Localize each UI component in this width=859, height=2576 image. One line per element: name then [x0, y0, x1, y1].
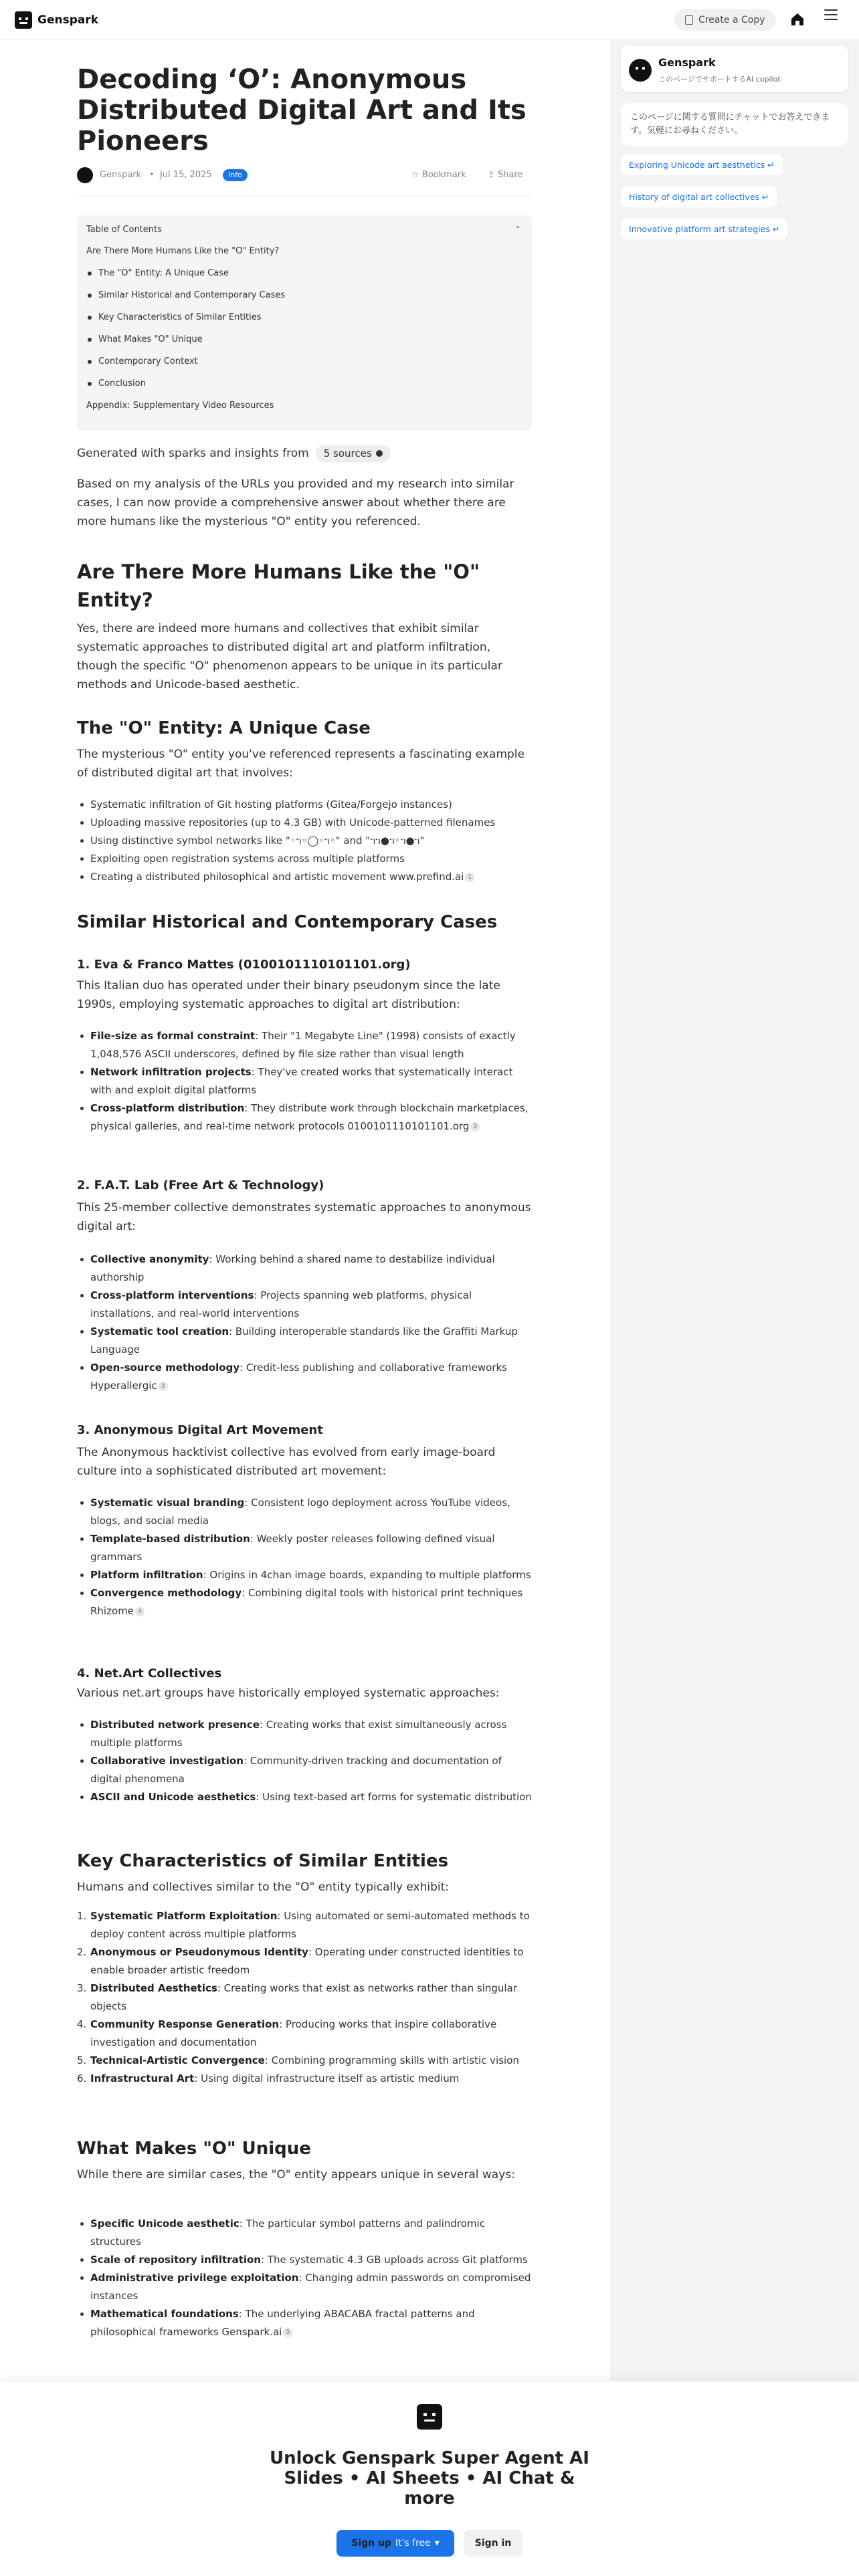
bullet-icon [88, 338, 92, 342]
subheading-netart: 4. Net.Art Collectives [77, 1667, 222, 1681]
list-item-key: Anonymous or Pseudonymous Identity [90, 1946, 308, 1958]
fat-list [90, 1251, 532, 1395]
list-item [77, 2052, 532, 2070]
copilot-greeting: このページに関する質問にチャットでお答えできます。気軽にお尋ねください。 [621, 103, 848, 146]
list-item [90, 2305, 532, 2341]
top-bar [0, 0, 859, 40]
list-number: 3. [77, 1982, 87, 1994]
copilot-subtitle: このページでサポートするAI copilot [658, 75, 781, 84]
list-item: Systematic infiltration of Git hosting platforms (Gitea/Forgejo instances) [90, 796, 532, 814]
heading-key-characteristics: Key Characteristics of Similar Entities [77, 1851, 449, 1871]
article-title: Decoding ‘O’: Anonymous Distributed Digital Art and Its Pioneers [77, 64, 527, 156]
list-item-text: : Origins in 4chan image boards, expanding to multiple platforms [203, 1569, 531, 1581]
bullet-icon [88, 272, 92, 276]
list-item-key: Administrative privilege exploitation [90, 2272, 299, 2284]
list-item-text: : Using automated or semi-automated methods to deploy content across multiple platforms [90, 1910, 530, 1940]
list-item [90, 1566, 532, 1584]
list-item [90, 2251, 532, 2269]
list-item [77, 2070, 532, 2088]
hamburger-menu-icon[interactable] [824, 9, 838, 21]
share-label: Share [498, 170, 523, 180]
cta-heading: Unlock Genspark Super Agent AI Slides • AI Sheets • AI Chat & more [270, 2448, 589, 2508]
list-item [90, 1099, 532, 1136]
list-item-key: Collaborative investigation [90, 1755, 244, 1767]
paragraph: Humans and collectives similar to the "O" entity typically exhibit: [77, 1881, 450, 1894]
chevron-down-icon: ▾ [434, 2538, 440, 2549]
list-item [90, 1752, 532, 1788]
list-item-key: Platform infiltration [90, 1569, 203, 1581]
list-item-key: Community Response Generation [90, 2018, 280, 2030]
list-item-text: : Combining digital tools with historical print techniques Rhizome [90, 1587, 523, 1617]
paragraph: This 25-member collective demonstrates systematic approaches to anonymous digital art: [77, 1201, 531, 1233]
sources-icon [376, 450, 383, 457]
list-item-text: Creating a distributed philosophical and artistic movement www.prefind.ai [90, 871, 464, 883]
info-badge: Info [223, 169, 248, 181]
meta-separator: • [149, 170, 155, 180]
author-avatar [77, 167, 93, 183]
toc-item[interactable]: Appendix: Supplementary Video Resources [86, 401, 274, 411]
list-item-text: : Combining programming skills with artistic vision [264, 2054, 519, 2066]
toc-item[interactable]: Similar Historical and Contemporary Cases [98, 290, 286, 300]
unique-list [90, 2215, 532, 2341]
list-item-text: : They've created works that systematically interact with and exploit digital platforms [90, 1066, 513, 1096]
list-item: Exploiting open registration systems across multiple platforms [90, 850, 532, 868]
list-item-text: : The particular symbol patterns and palindromic structures [90, 2218, 485, 2248]
list-item [90, 2269, 532, 2305]
toc-item[interactable]: What Makes "O" Unique [98, 334, 203, 344]
genspark-logo[interactable] [15, 11, 98, 29]
netart-list [90, 1716, 532, 1806]
list-item [90, 1027, 532, 1063]
heading-what-makes-unique: What Makes "O" Unique [77, 2139, 311, 2159]
free-label: It's free [395, 2538, 431, 2549]
key-list [77, 1907, 532, 2088]
list-item-key: Open-source methodology [90, 1362, 240, 1374]
list-item [90, 1494, 532, 1530]
list-item-key: Cross-platform distribution [90, 1102, 245, 1114]
list-number: 2. [77, 1946, 87, 1958]
list-item-text: : Using digital infrastructure itself as artistic medium [194, 2072, 460, 2084]
subheading-anonymous: 3. Anonymous Digital Art Movement [77, 1423, 323, 1437]
share-button[interactable]: ⇪ Share [488, 170, 523, 180]
bookmark-button[interactable]: ☆ Bookmark [411, 170, 466, 180]
paragraph: The Anonymous hacktivist collective has evolved from early image-board culture into a sophisticated distributed art movement: [77, 1446, 496, 1478]
paragraph: Various net.art groups have historically employed systematic approaches: [77, 1687, 500, 1700]
anon-list [90, 1494, 532, 1620]
copilot-avatar [629, 59, 652, 82]
sources-count: 5 sources [323, 447, 372, 459]
list-item-text: : Operating under constructed identities to enable broader artistic freedom [90, 1946, 524, 1976]
bullet-icon [88, 360, 92, 364]
paragraph: Yes, there are indeed more humans and collectives that exhibit similar systematic approaches to distributed digital art and platform infiltration, though the specific "O" phenomenon appears to be unique in its particular methods and Unicode-based aesthetic. [77, 622, 502, 691]
suggestion-chip[interactable]: Innovative platform art strategies ↵ [621, 218, 787, 239]
divider [77, 195, 532, 196]
table-of-contents [77, 215, 532, 431]
citation-badge[interactable]: 4 [135, 1607, 145, 1616]
list-item [90, 1251, 532, 1287]
citation-badge[interactable]: 5 [283, 2328, 292, 2337]
list-item-key: ASCII and Unicode aesthetics [90, 1791, 256, 1803]
list-item [90, 1788, 532, 1806]
toc-title: Table of Contents [86, 225, 162, 235]
list-item-text: : The underlying ABACABA fractal patterns and philosophical frameworks Genspark.ai [90, 2308, 475, 2338]
publish-date: Jul 15, 2025 [160, 170, 212, 180]
list-item-text: : Consistent logo deployment across YouTube videos, blogs, and social media [90, 1497, 510, 1527]
list-number: 5. [77, 2054, 87, 2066]
copy-icon [685, 15, 693, 25]
list-item-key: Systematic tool creation [90, 1325, 229, 1337]
heading-more-humans: Are There More Humans Like the "O" Entity? [77, 560, 480, 611]
list-item [77, 2016, 532, 2052]
copilot-name: Genspark [658, 56, 716, 69]
toc-item[interactable]: Contemporary Context [98, 356, 198, 366]
list-item [90, 1716, 532, 1752]
sources-pill[interactable] [316, 445, 391, 462]
signup-button[interactable] [337, 2530, 454, 2557]
list-item [90, 868, 532, 886]
sources-line [77, 445, 391, 462]
signin-button[interactable]: Sign in [464, 2530, 522, 2557]
citation-badge[interactable]: 1 [465, 873, 474, 882]
signup-banner [0, 2381, 859, 2576]
citation-badge[interactable]: 3 [159, 1382, 168, 1391]
citation-badge[interactable]: 2 [470, 1122, 480, 1132]
bullet-icon [88, 294, 92, 298]
entity-list [90, 796, 532, 886]
list-item-text: : Working behind a shared name to destabilize individual authorship [90, 1253, 495, 1283]
list-number: 4. [77, 2018, 87, 2030]
bullet-icon [88, 382, 92, 386]
list-item [90, 1063, 532, 1099]
list-item [90, 2215, 532, 2251]
toc-item[interactable]: Key Characteristics of Similar Entities [98, 312, 262, 322]
list-item [90, 1530, 532, 1566]
suggestion-chip[interactable]: Exploring Unicode art aesthetics ↵ [621, 154, 783, 175]
create-copy-button[interactable] [674, 9, 776, 31]
list-item-key: Scale of repository infiltration [90, 2254, 262, 2266]
list-item-text: : Credit-less publishing and collaborative frameworks Hyperallergic [90, 1362, 507, 1392]
copilot-sidebar [610, 40, 859, 2381]
home-icon[interactable] [789, 11, 805, 27]
list-item-key: Infrastructural Art [90, 2072, 195, 2084]
list-item [77, 1979, 532, 2016]
list-item-text: : Community-driven tracking and documentation of digital phenomena [90, 1755, 502, 1785]
subheading-eva-franco: 1. Eva & Franco Mattes (0100101110101101.org) [77, 958, 411, 972]
list-item-key: Specific Unicode aesthetic [90, 2218, 240, 2230]
list-item-key: Distributed network presence [90, 1719, 260, 1731]
list-number: 1. [77, 1910, 87, 1922]
heading-o-entity: The "O" Entity: A Unique Case [77, 718, 371, 738]
list-item: Uploading massive repositories (up to 4.3 GB) with Unicode-patterned filenames [90, 814, 532, 832]
list-item-key: Systematic Platform Exploitation [90, 1910, 278, 1922]
list-number: 6. [77, 2072, 87, 2084]
list-item-key: Distributed Aesthetics [90, 1982, 217, 1994]
list-item [90, 1584, 532, 1620]
paragraph: While there are similar cases, the "O" entity appears unique in several ways: [77, 2168, 515, 2181]
list-item-key: Technical-Artistic Convergence [90, 2054, 265, 2066]
list-item-text: : Creating works that exist simultaneously across multiple platforms [90, 1719, 507, 1749]
genspark-logo-icon [417, 2404, 442, 2430]
list-item-key: Cross-platform interventions [90, 1289, 254, 1301]
list-item-key: Collective anonymity [90, 1253, 209, 1265]
list-item [90, 1359, 532, 1395]
subheading-fat-lab: 2. F.A.T. Lab (Free Art & Technology) [77, 1178, 324, 1192]
list-item [77, 1943, 532, 1979]
list-item [77, 1907, 532, 1943]
list-item-text: : Building interoperable standards like the Graffiti Markup Language [90, 1325, 518, 1356]
paragraph: The mysterious "O" entity you've referenced represents a fascinating example of distributed digital art that involves: [77, 748, 524, 780]
app-name: Genspark [37, 13, 99, 27]
copilot-card [621, 45, 848, 92]
list-item [90, 1287, 532, 1323]
list-item-text: : Their "1 Megabyte Line" (1998) consists of exactly 1,048,576 ASCII underscores, defined by file size rather than visual length [90, 1030, 516, 1060]
list-item-text: : Using text-based art forms for systematic distribution [256, 1791, 532, 1803]
list-item: Using distinctive symbol networks like "◦ᥐ◦◯◦ᥐ◦" and "ᥐᥐ●ᥐ◦ᥐ●ᥐ" [90, 832, 532, 850]
article-header [77, 64, 532, 156]
list-item-key: Mathematical foundations [90, 2308, 239, 2320]
list-item-text: : Changing admin passwords on compromised instances [90, 2272, 531, 2302]
list-item-key: File-size as formal constraint [90, 1030, 256, 1042]
list-item [90, 1323, 532, 1359]
article-meta [77, 166, 532, 186]
list-item-text: : Weekly poster releases following defined visual grammars [90, 1533, 495, 1563]
author-name: Genspark [100, 170, 142, 180]
create-copy-label: Create a Copy [698, 15, 765, 25]
sources-prefix: Generated with sparks and insights from [77, 447, 309, 460]
paragraph: This Italian duo has operated under their binary pseudonym since the late 1990s, employing systematic approaches to digital art distribution: [77, 979, 500, 1011]
toc-item[interactable]: Are There More Humans Like the "O" Entity? [86, 246, 280, 256]
bookmark-label: Bookmark [421, 170, 466, 180]
list-item-key: Convergence methodology [90, 1587, 242, 1599]
list-item-text: : Projects spanning web platforms, physical installations, and real-world interventions [90, 1289, 472, 1319]
list-item-text: : They distribute work through blockchain marketplaces, physical galleries, and real-time network protocols 0100101110101101.org [90, 1102, 529, 1132]
toc-item[interactable]: Conclusion [98, 379, 146, 389]
intro-paragraph: Based on my analysis of the URLs you provided and my research into similar cases, I can now provide a comprehensive answer about whether there are more humans like the mysterious "O" entity you referenced. [77, 477, 514, 528]
list-item-text: : Creating works that exist as networks rather than singular objects [90, 1982, 517, 2012]
heading-similar-cases: Similar Historical and Contemporary Cases [77, 912, 498, 932]
list-item-key: Template-based distribution [90, 1533, 250, 1545]
bullet-icon [88, 316, 92, 320]
toc-item[interactable]: The "O" Entity: A Unique Case [98, 268, 229, 278]
list-item-key: Systematic visual branding [90, 1497, 245, 1509]
list-item-key: Network infiltration projects [90, 1066, 252, 1078]
eva-list [90, 1027, 532, 1136]
chevron-up-icon[interactable]: ⌃ [514, 225, 521, 234]
list-item-text: : Producing works that inspire collaborative investigation and documentation [90, 2018, 497, 2048]
suggestion-chip[interactable]: History of digital art collectives ↵ [621, 186, 777, 207]
list-item-text: : The systematic 4.3 GB uploads across Git platforms [261, 2254, 528, 2266]
signup-label: Sign up [351, 2538, 391, 2549]
genspark-logo-icon [15, 11, 32, 29]
